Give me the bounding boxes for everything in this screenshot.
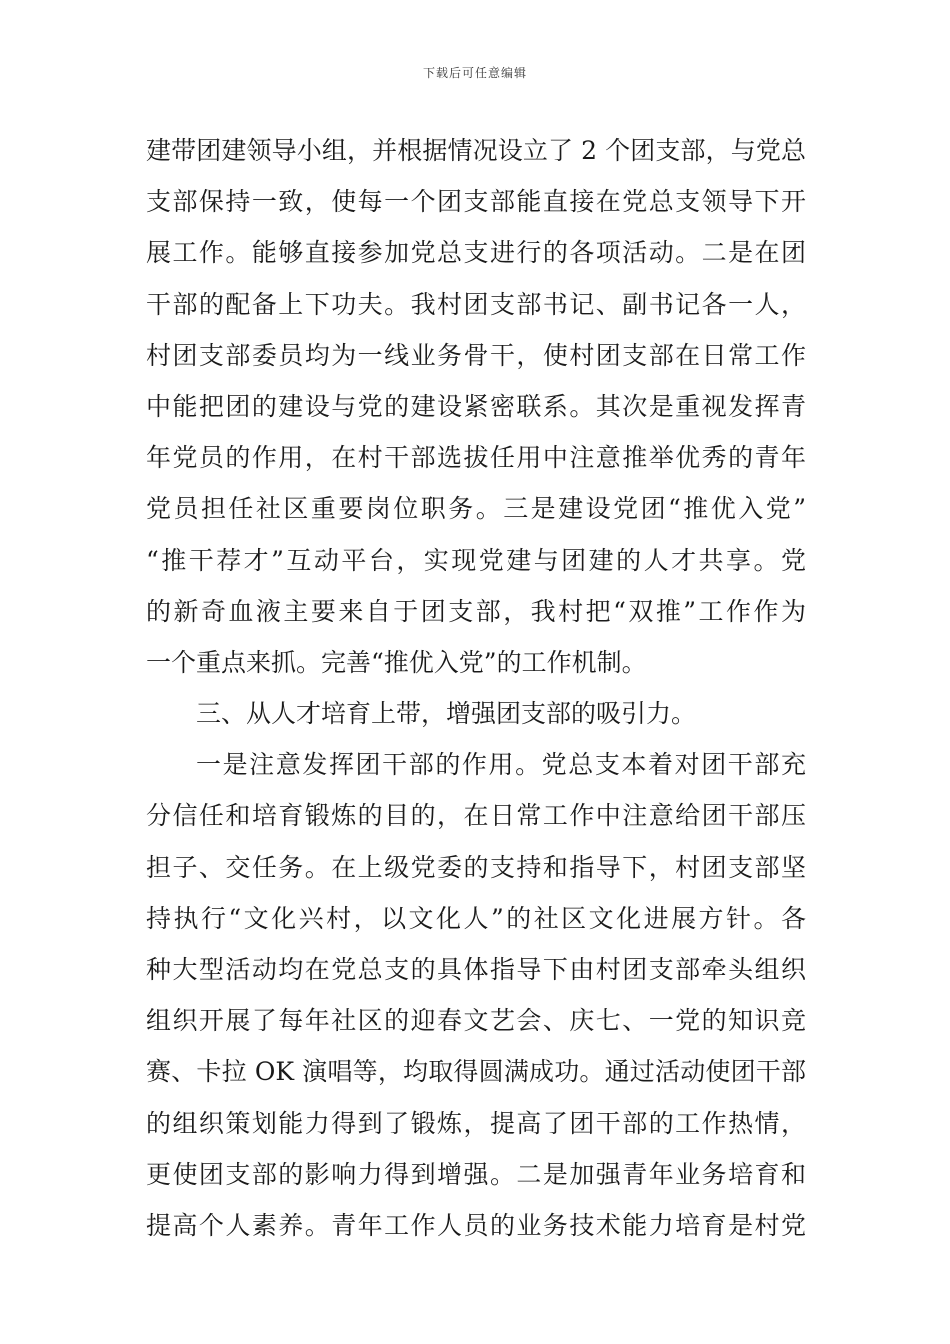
text-line: 展工作。能够直接参加党总支进行的各项活动。二是在团 (146, 238, 806, 268)
text-line: 的组织策划能力得到了锻炼，提高了团干部的工作热情， (146, 1108, 806, 1138)
text-line: 建带团建领导小组，并根据情况设立了 2 个团支部，与党总 (146, 136, 806, 165)
text-line: 支部保持一致，使每一个团支部能直接在党总支领导下开 (146, 187, 806, 217)
text-line: 村团支部委员均为一线业务骨干，使村团支部在日常工作 (146, 340, 806, 370)
text-line: 赛、卡拉 OK 演唱等，均取得圆满成功。通过活动使团干部 (146, 1057, 806, 1087)
text-line: “推干荐才”互动平台，实现党建与团建的人才共享。党 (146, 545, 806, 575)
text-line: 中能把团的建设与党的建设紧密联系。其次是重视发挥青 (146, 391, 806, 421)
text-line: 的新奇血液主要来自于团支部，我村把“双推”工作作为 (146, 596, 806, 626)
page-header: 下载后可任意编辑 (422, 66, 527, 80)
text-line: 提高个人素养。青年工作人员的业务技术能力培育是村党 (146, 1210, 806, 1240)
text-line: 一个重点来抓。完善“推优入党”的工作机制。 (146, 647, 647, 677)
text-line: 担子、交任务。在上级党委的支持和指导下，村团支部坚 (146, 852, 806, 882)
text-line: 分信任和培育锻炼的目的，在日常工作中注意给团干部压 (146, 801, 806, 831)
section-heading: 三、从人才培育上带，增强团支部的吸引力。 (196, 699, 697, 729)
text-line: 年党员的作用，在村干部选拔任用中注意推举优秀的青年 (146, 443, 806, 473)
text-line: 党员担任社区重要岗位职务。三是建设党团“推优入党” (146, 494, 806, 524)
text-line: 更使团支部的影响力得到增强。二是加强青年业务培育和 (146, 1159, 806, 1189)
document-body (146, 125, 806, 1251)
text-line: 持执行“文化兴村，以文化人”的社区文化进展方针。各 (146, 903, 806, 933)
text-line: 组织开展了每年社区的迎春文艺会、庆七、一党的知识竞 (146, 1006, 806, 1036)
text-line: 一是注意发挥团干部的作用。党总支本着对团干部充 (196, 750, 806, 780)
text-line: 种大型活动均在党总支的具体指导下由村团支部牵头组织 (146, 955, 806, 984)
text-line: 干部的配备上下功夫。我村团支部书记、副书记各一人， (146, 289, 806, 319)
